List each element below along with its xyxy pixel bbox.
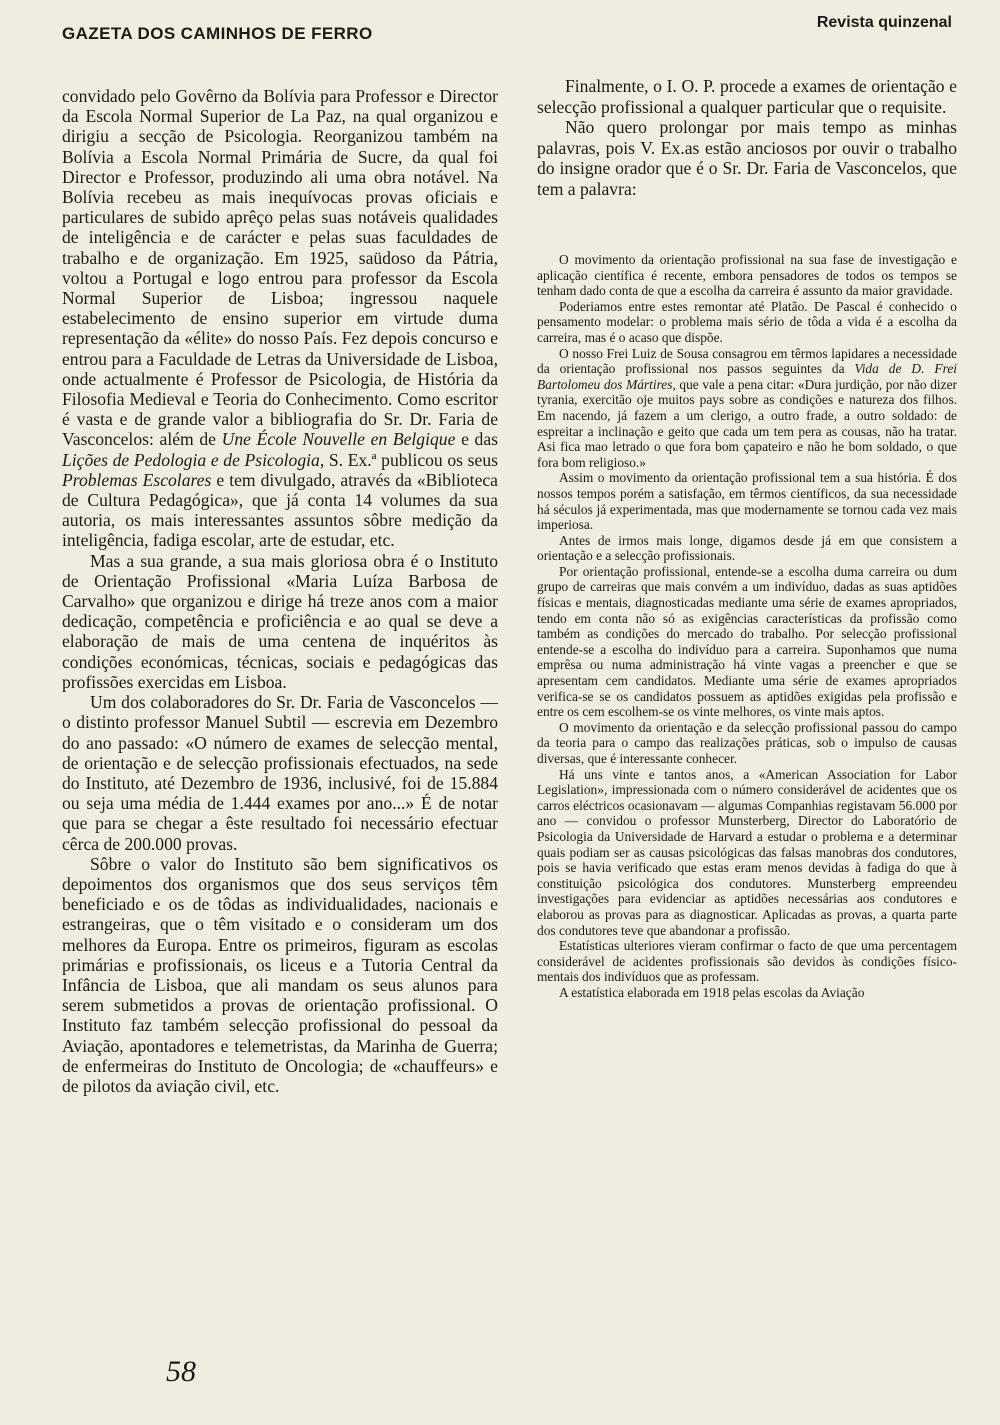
speech-paragraph-4: Assim o movimento da orientação profissional tem a sua história. É dos nossos tempos porém a satisfação, em têrmos científicos, da sua necessidade há séculos já experimentada, mas que modernamente se tornou cada vez mais imperiosa. xyxy=(537,470,957,533)
right-column-speech xyxy=(537,252,957,1001)
right-paragraph-2: Não quero prolongar por mais tempo as minhas palavras, pois V. Ex.as estão anciosos por ouvir o trabalho do insigne orador que é o Sr. Dr. Faria de Vasconcelos, que tem a palavra: xyxy=(537,117,957,199)
speech-paragraph-2: Poderiamos entre estes remontar até Platão. De Pascal é conhecido o pensamento modelar: o problema mais sério de tôda a vida é a escolha da carreira, mas é o acaso que dispõe. xyxy=(537,298,957,345)
left-paragraph-1: convidado pelo Govêrno da Bolívia para Professor e Director da Escola Normal Superior de La Paz, na qual organizou e dirigiu a secção de Psicologia. Reorganizou também na Bolívia a Escola Normal Primária de Sucre, da qual foi Director e Professor, produzindo ali uma obra notável. Na Bolívia recebeu as mais inequívocas provas oficiais e particulares de subido aprêço pelas suas notáveis qualidades de inteligência e de carácter e pelas suas faculdades de trabalho e de organização. Em 1925, saüdoso da Pátria, voltou a Portugal e logo entrou para professor da Escola Normal Superior de Lisboa; ingressou naquele estabelecimento de ensino superior em virtude duma representação da «élite» do nosso País. Fez depois concurso e entrou para a Faculdade de Letras da Universidade de Lisboa, onde actualmente é Professor de Psicologia, de História da Filosofia Medieval e Teoria do Conhecimento. Como escritor é vasta e de grande valor a bibliografia do Sr. Dr. Faria de Vasconcelos: além de Une École Nouvelle en Belgique e das Lições de Pedologia e de Psicologia, S. Ex.ª publicou os seus Problemas Escolares e tem divulgado, através da «Biblioteca de Cultura Pedagógica», que já conta 14 volumes da sua autoria, os mais interessantes assuntos sôbre medição da inteligência, fadiga escolar, arte de estudar, etc. xyxy=(62,86,499,551)
speech-paragraph-1: O movimento da orientação profissional na sua fase de investigação e aplicação científica é recente, embora pensadores de todos os tempos se tenham dado conta de que a escolha da carreira é assunto da maior gravidade. xyxy=(537,252,957,299)
speech-paragraph-10: A estatística elaborada em 1918 pelas escolas da Aviação xyxy=(559,984,865,1000)
left-paragraph-4: Sôbre o valor do Instituto são bem significativos os depoimentos dos organismos que dos seus serviços têm beneficiado e os de tôdas as individualidades, nacionais e estrangeiras, que o têm visitado e o consideram um dos melhores da Europa. Entre os primeiros, figuram as escolas primárias e profissionais, os liceus e a Tutoria Central da Infância de Lisboa, que ali mandam os seus alunos para serem submetidos a provas de orientação profissional. O Instituto faz também selecção profissional do pessoal da Aviação, apontadores e telemetristas, da Marinha de Guerra; de enfermeiras do Instituto de Oncologia; de «chauffeurs» e de pilotos da aviação civil, etc. xyxy=(62,853,498,1096)
speech-paragraph-6: Por orientação profissional, entende-se a escolha duma carreira ou dum grupo de carreiras que mais convém a um indivíduo, dadas as suas aptidões físicas e mentais, diagnosticadas mediante uma série de exames apropriados, tendo em conta não só as exigências características da profissão como também as condições do mercado do trabalho. Por selecção profissional entende-se a escolha do indivíduo para a carreira. Suponhamos que numa emprêsa ou numa administração há vinte vagas a preencher e que se apresentam cem candidatos. Mediante uma série de exames apropriados verifica-se se os candidatos possuem as aptidões exigidas pela profissão e entre os cem escolhem-se os vinte melhores, os vinte mais aptos. xyxy=(537,563,957,720)
page-header xyxy=(0,0,1000,50)
journal-title: GAZETA DOS CAMINHOS DE FERRO xyxy=(62,24,373,43)
page-number: 58 xyxy=(166,1355,196,1388)
speech-paragraph-3: O nosso Frei Luiz de Sousa consagrou em têrmos lapidares a necessidade da orientação profissional nos passos seguintes da Vida de D. Frei Bartolomeu dos Mártires, que vale a pena citar: «Dura jurdição, por não dizer tyrania, exercitão oje muitos pays sobre as condições e natureza dos filhos. Em nacendo, já fazem a um clerigo, a outro frade, a outro soldado: de espreitar a inclinação e geito que cada um tem pera as cousas, não ha tratar. Asi fica mao letrado o que fora bom çapateiro e não he bom soldado, o que fora bom religioso.» xyxy=(537,345,957,470)
journal-subtitle: Revista quinzenal xyxy=(816,14,952,31)
right-column-intro xyxy=(537,76,957,199)
left-paragraph-2: Mas a sua grande, a sua mais gloriosa obra é o Instituto de Orientação Profissional «Maria Luíza Barbosa de Carvalho» que organizou e dirige há treze anos com a maior dedicação, competência e proficiência e ao qual se deve a elaboração de mais de uma centena de inquéritos às condições económicas, técnicas, sociais e pedagógicas das profissões exercidas em Lisboa. xyxy=(62,550,498,692)
right-paragraph-1: Finalmente, o I. O. P. procede a exames de orientação e selecção profissional a qualquer particular que o requisite. xyxy=(537,76,957,117)
speech-paragraph-5: Antes de irmos mais longe, digamos desde já em que consistem a orientação e a selecção profissionais. xyxy=(537,532,957,564)
left-paragraph-3: Um dos colaboradores do Sr. Dr. Faria de Vasconcelos — o distinto professor Manuel Subtil — escrevia em Dezembro do ano passado: «O número de exames de selecção mental, de orientação e de selecção profissionais efectuados, na sede do Instituto, até Dezembro de 1936, inclusivé, foi de 15.884 ou seja uma média de 1.444 exames por ano...» É de notar que para se chegar a êste resultado foi necessário efectuar cêrca de 200.000 provas. xyxy=(62,692,498,854)
speech-paragraph-7: O movimento da orientação e da selecção profissional passou do campo da teoria para o campo das realizações práticas, sob o impulso de causas diversas, que é interessante conhecer. xyxy=(537,719,957,766)
speech-paragraph-9: Estatísticas ulteriores vieram confirmar o facto de que uma percentagem considerável de acidentes profissionais são devidos às condições físico-mentais dos indivíduos que as professam. xyxy=(537,938,957,985)
speech-paragraph-8: Há uns vinte e tantos anos, a «American Association for Labor Legislation», impressionada com o número considerável de acidentes que os carros eléctricos ocasionavam — algumas Companhias registavam 56.000 por ano — convidou o professor Munsterberg, Director do Laboratório de Psicologia da Universidade de Harvard a estudar o problema e a determinar quais podiam ser as causas psicológicas das falsas manobras dos condutores, pois se havia verificado que estas eram menos devidas à fadiga do que à constituição psicológica dos condutores. Munsterberg empreendeu investigações para evidenciar as aptidões necessárias aos condutores e elaborou as provas para as diagnosticar. Aplicadas as provas, a quarta parte dos condutores teve que abandonar a profissão. xyxy=(537,766,957,938)
left-column xyxy=(62,86,498,1096)
